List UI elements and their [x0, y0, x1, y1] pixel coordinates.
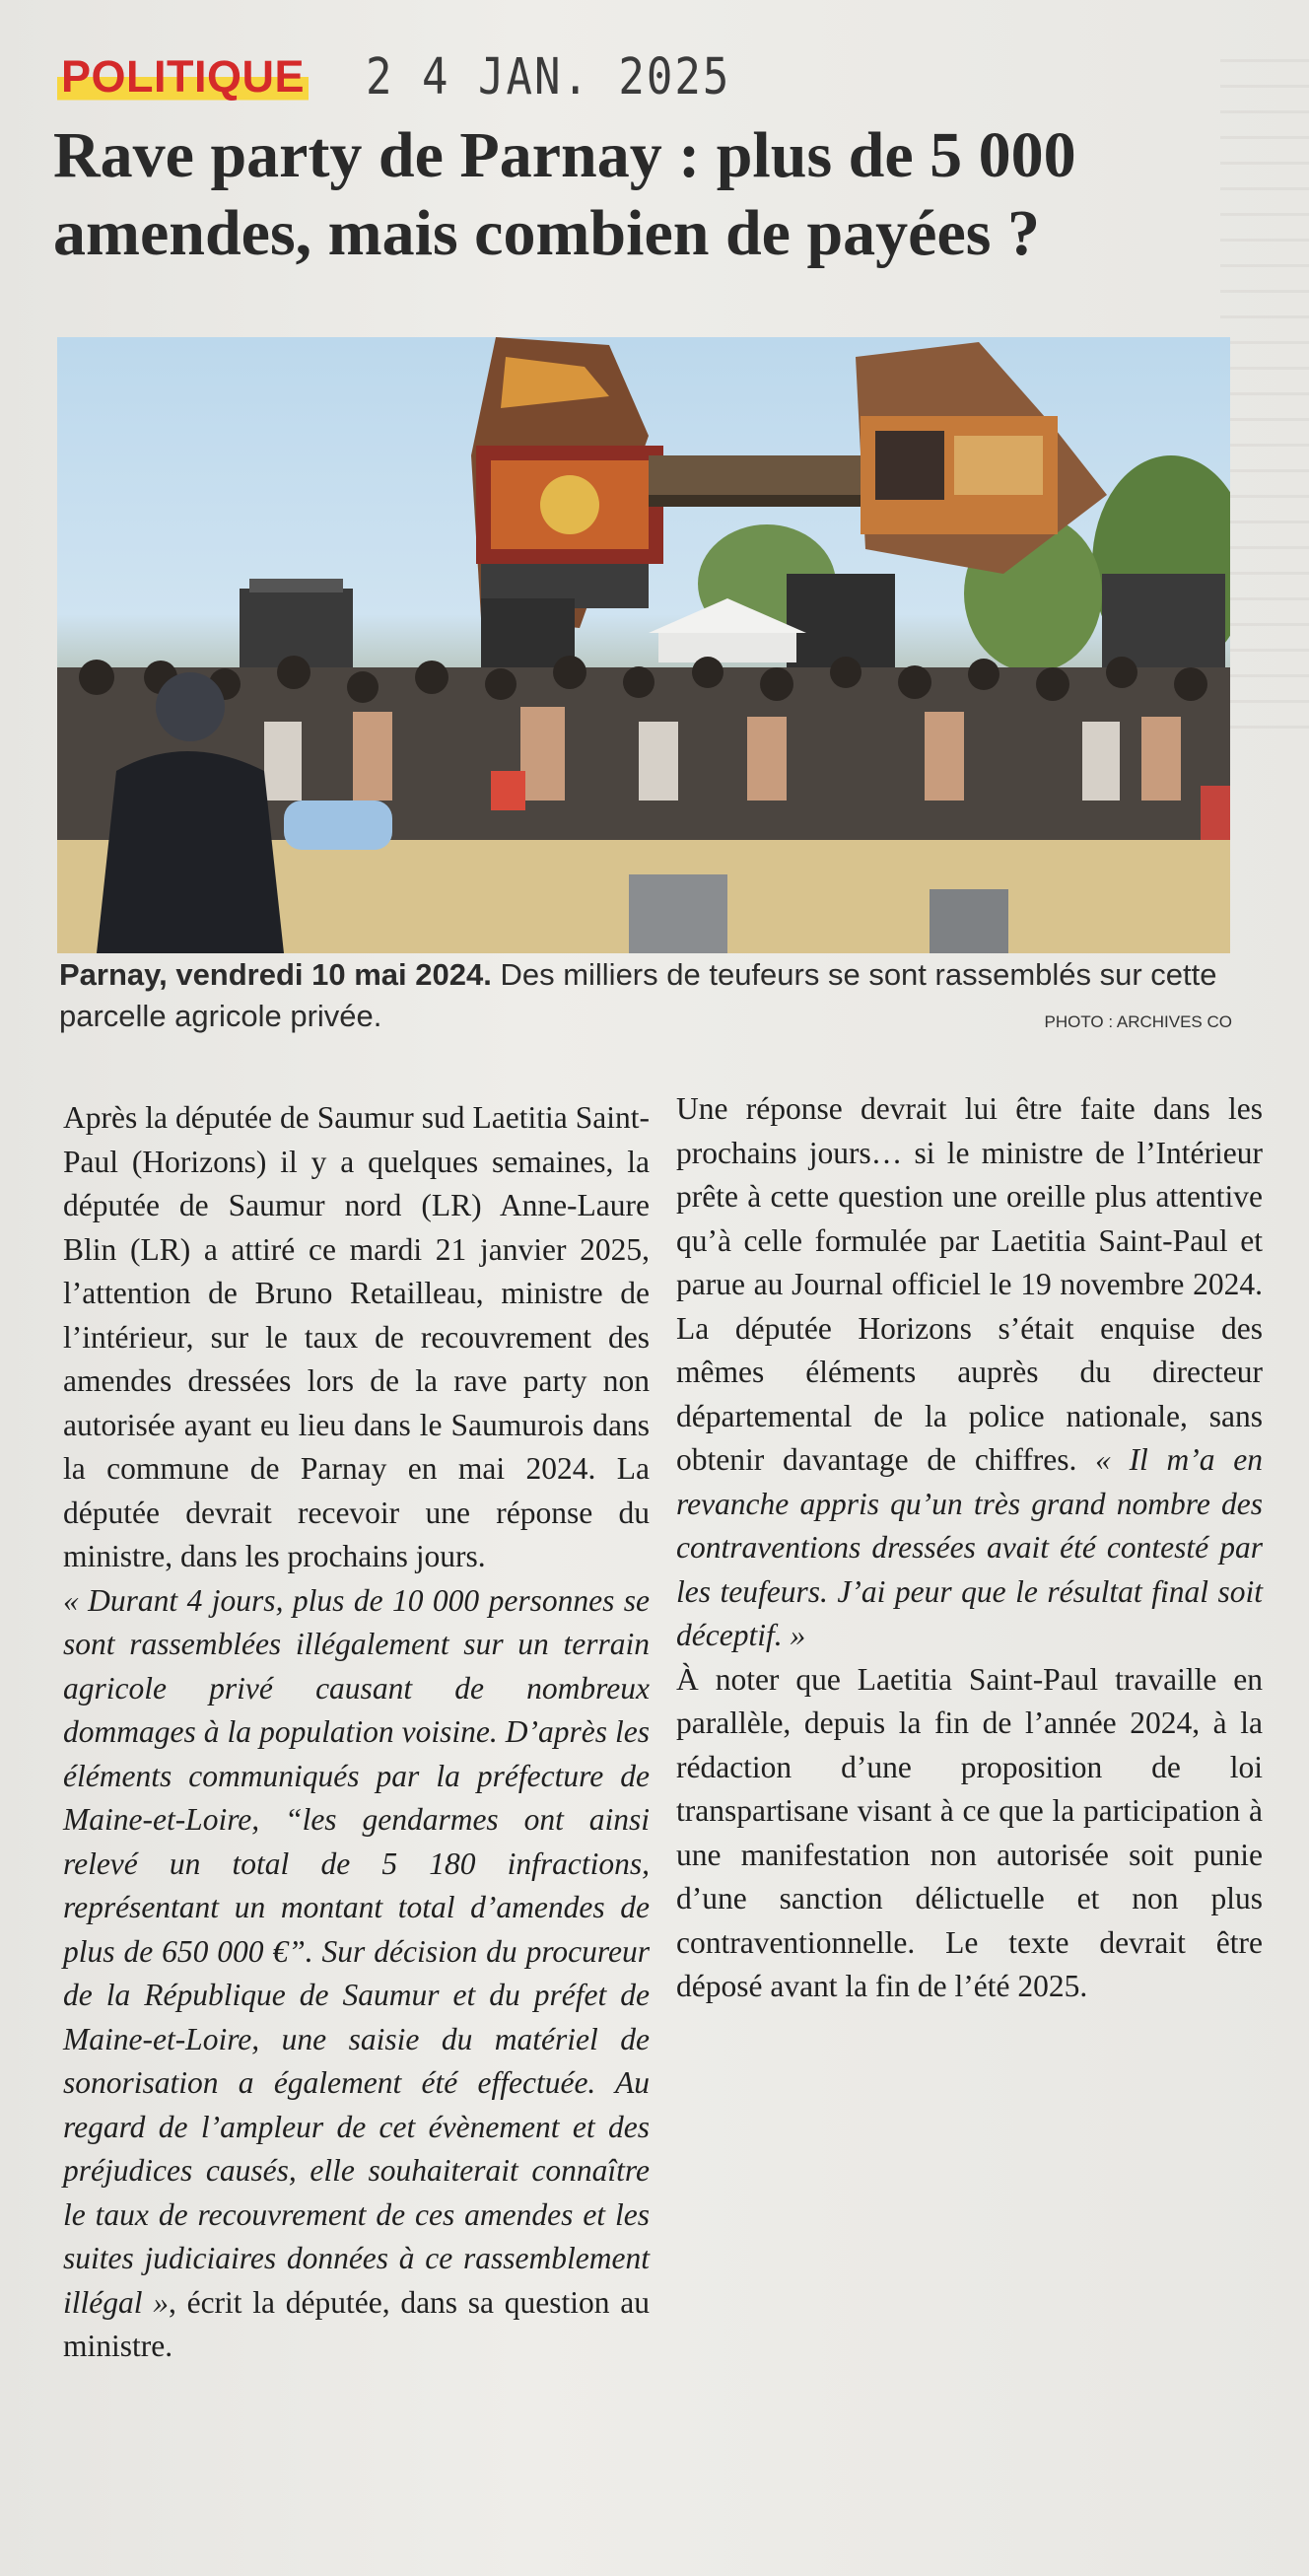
- paragraph-response: [676, 1087, 1263, 1658]
- section-rubric: POLITIQUE: [57, 49, 309, 104]
- photo-credit: PHOTO : ARCHIVES CO: [1044, 1012, 1232, 1031]
- quote-attribution: , écrit la députée, dans sa question au ministre.: [63, 2284, 650, 2363]
- caption-location-date: Parnay, vendredi 10 mai 2024.: [59, 957, 492, 992]
- minister-question-quote: « Durant 4 jours, plus de 10 000 personnes se sont rassemblées illégalement sur un terrain agricole privé causant de nombreux dommages à la population voisine. D’après les éléments communiqués par la préfecture de Maine-et-Loire, “les gendarmes ont ainsi relevé un total de 5 180 infractions, représentant un montant total d’amendes de plus de 650 000 €”. Sur décision du procureur de la République de Saumur et du préfet de Maine-et-Loire, une saisie du matériel de sonorisation a également été effectuée. Au regard de l’ampleur de cet évènement et des préjudices causés, elle souhaiterait connaître le taux de recouvrement de ces amendes et les suites judiciaires données à ce rassemblement illégal »: [63, 1582, 650, 2320]
- date-stamp: 2 4 JAN. 2025: [366, 47, 731, 106]
- article-column-left: [63, 1096, 650, 2369]
- article-header: [57, 47, 730, 106]
- response-text: Une réponse devrait lui être faite dans les prochains jours… si le ministre de l’Intérieur prête à cette question une oreille plus attentive qu’à celle formulée par Laetitia Saint-Paul et parue au Journal officiel le 19 novembre 2024. La députée Horizons s’était enquise des mêmes éléments auprès du directeur départemental de la police nationale, sans obtenir davantage de chiffres.: [676, 1091, 1263, 1477]
- article-column-right: [676, 1087, 1263, 2009]
- headline: Rave party de Parnay : plus de 5 000 amendes, mais combien de payées ?: [53, 119, 1076, 269]
- paragraph-quote: [63, 1579, 650, 2369]
- caption-text: Des milliers de teufeurs se sont rassemblés sur cette parcelle agricole privée.: [59, 957, 1217, 1033]
- article-photo: [57, 337, 1230, 953]
- bleed-through-text: [1220, 59, 1309, 749]
- paragraph-intro: Après la députée de Saumur sud Laetitia Saint-Paul (Horizons) il y a quelques semaines, la députée de Saumur nord (LR) Anne-Laure Blin (LR) a attiré ce mardi 21 janvier 2025, l’attention de Bruno Retailleau, ministre de l’intérieur, sur le taux de recouvrement des amendes dressées lors de la rave party non autorisée ayant eu lieu dans le Saumurois dans la commune de Parnay en mai 2024. La députée devrait recevoir une réponse du ministre, dans les prochains jours.: [63, 1100, 650, 1573]
- deputee-quote: « Il m’a en revanche appris qu’un très grand nombre des contraventions dressées avait été contesté par les teufeurs. J’ai peur que le résultat final soit déceptif. »: [676, 1442, 1263, 1652]
- paragraph-law-proposal: À noter que Laetitia Saint-Paul travaille en parallèle, depuis la fin de l’année 2024, à la rédaction d’une proposition de loi transpartisane visant à ce que la participation à une manifestation non autorisée soit punie d’une sanction délictuelle et non plus contraventionnelle. Le texte devrait être déposé avant la fin de l’été 2025.: [676, 1661, 1263, 2003]
- rave-party-crowd-photo: [57, 337, 1230, 953]
